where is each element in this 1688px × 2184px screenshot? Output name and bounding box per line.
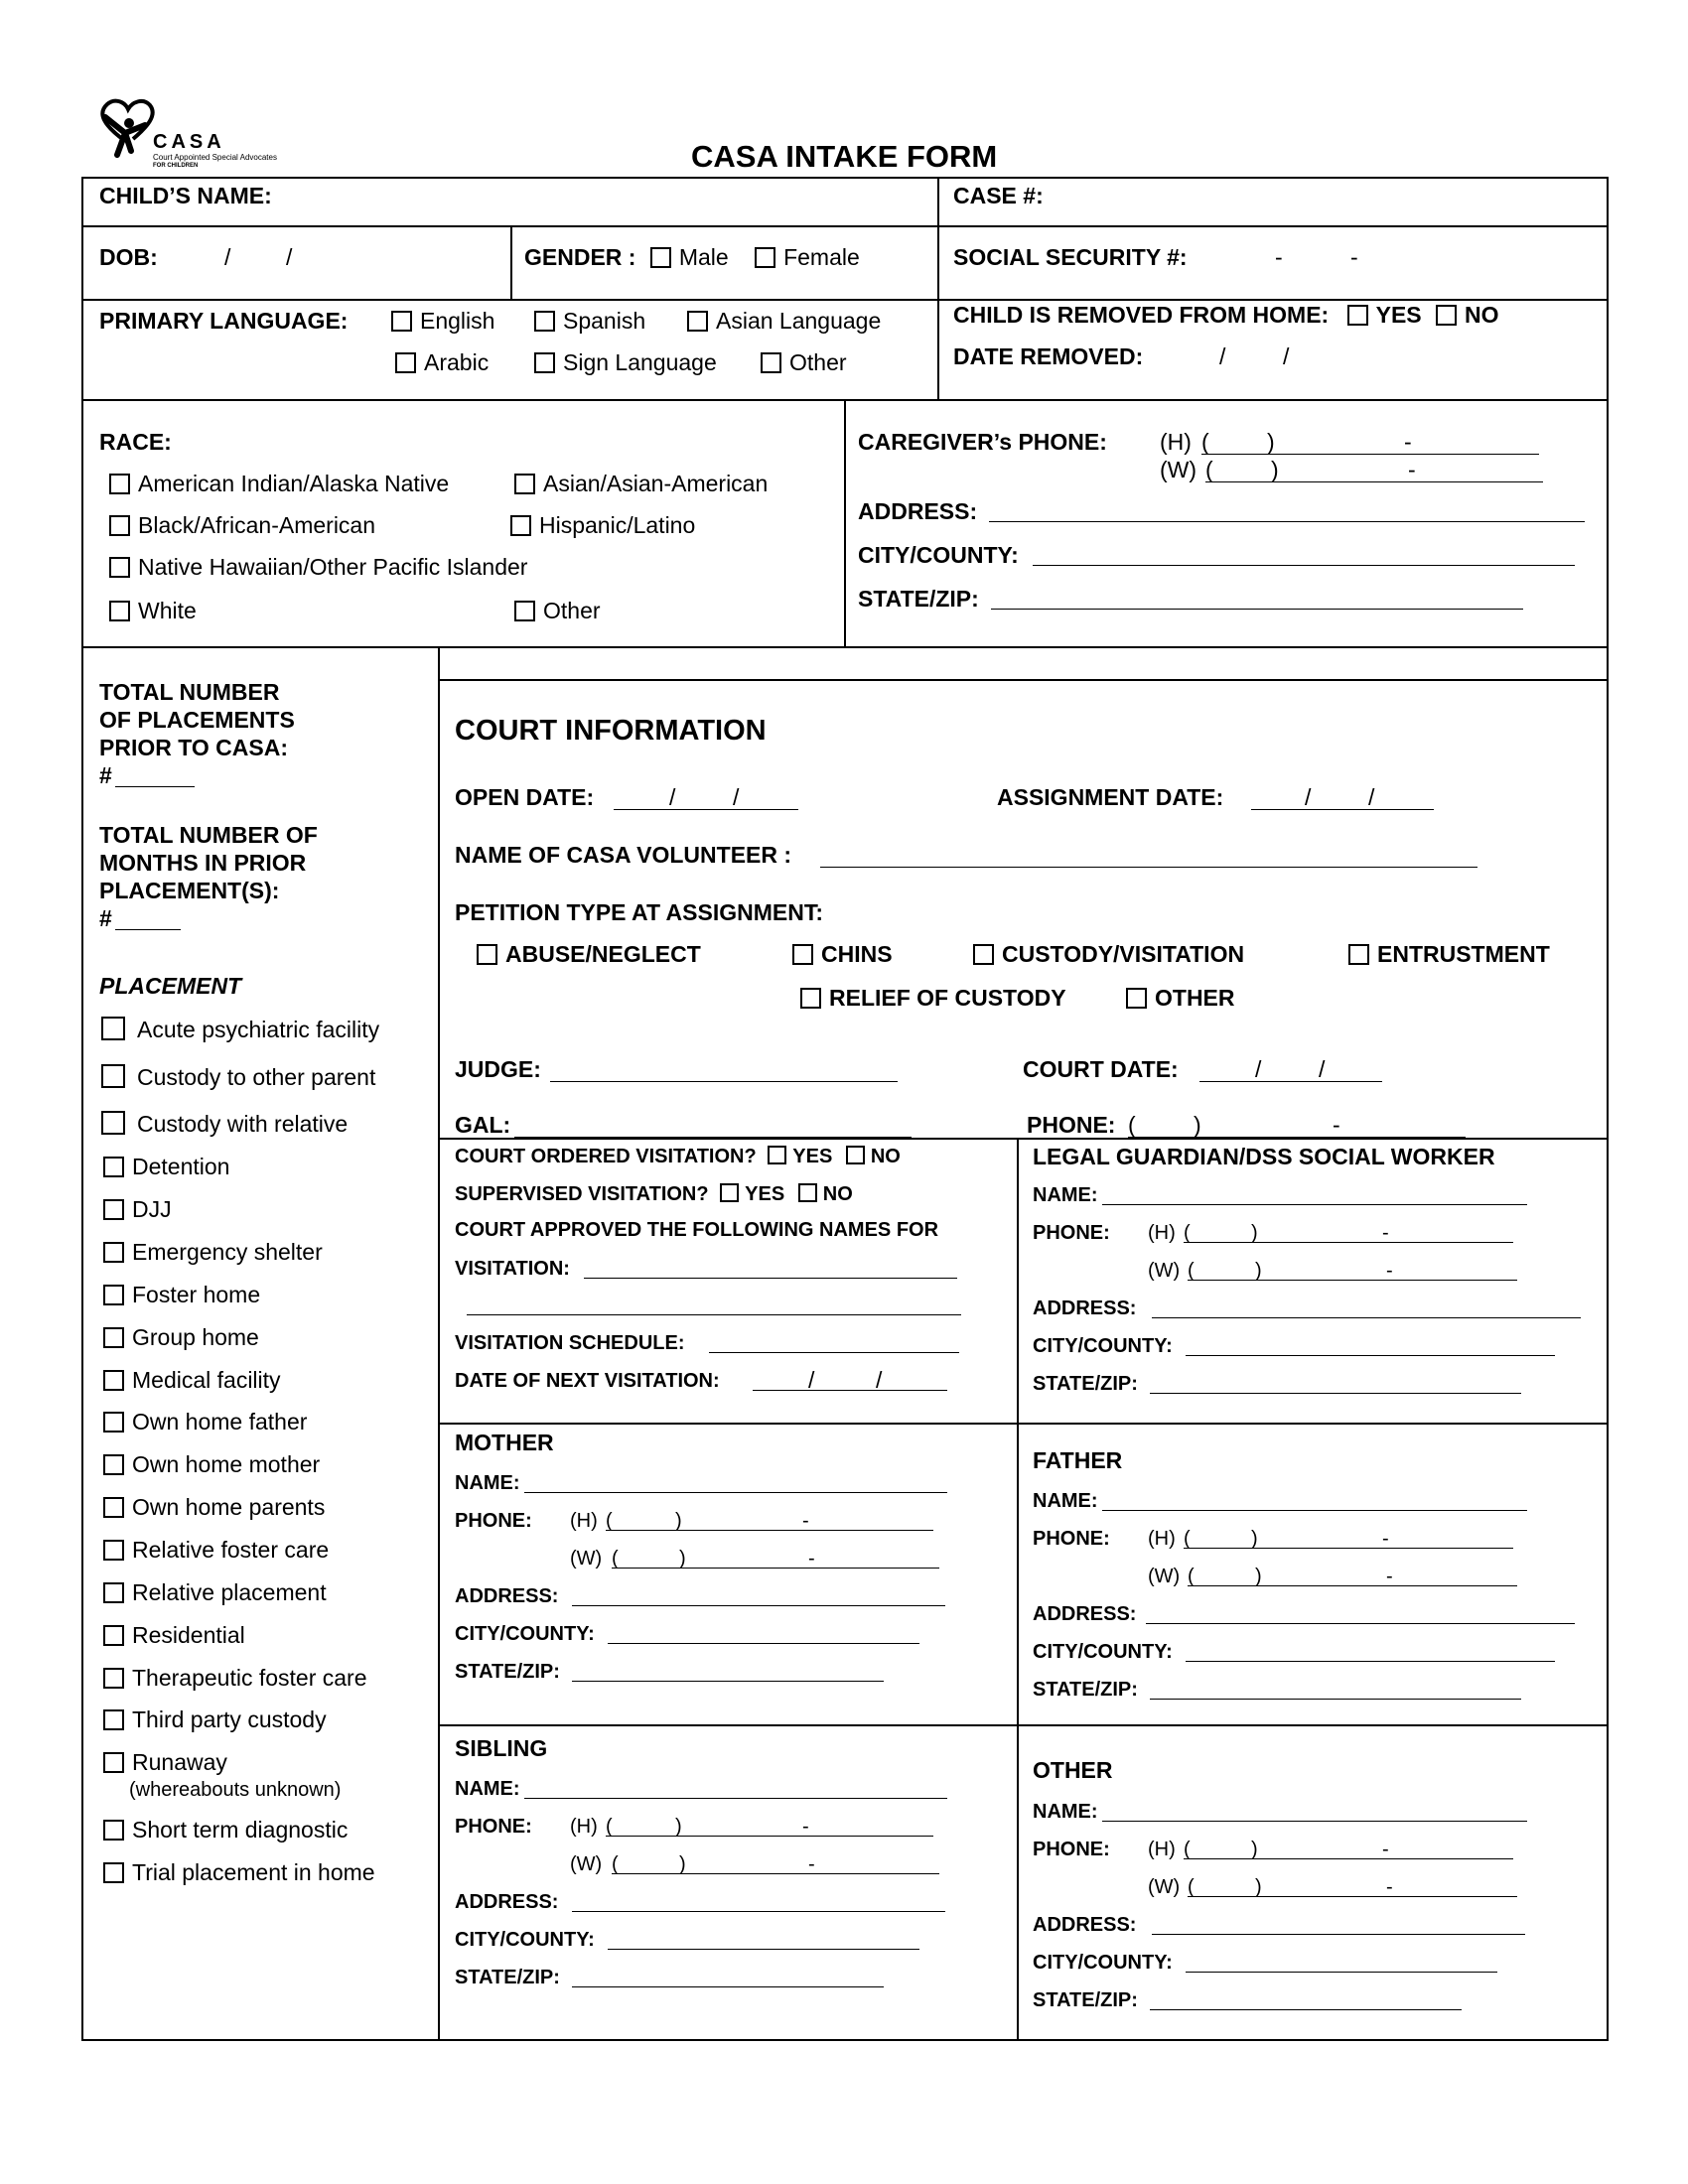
- next-visitation-field[interactable]: [753, 1390, 947, 1391]
- sibling-city-field[interactable]: [608, 1949, 919, 1950]
- caregiver-home-label: (H): [1160, 429, 1192, 455]
- placement-checkbox[interactable]: [103, 1497, 124, 1518]
- total-placements-label: TOTAL NUMBER: [99, 679, 280, 705]
- total-placements-field[interactable]: [115, 786, 195, 787]
- mother-state-field[interactable]: [572, 1681, 884, 1682]
- father-work-phone-field[interactable]: [1188, 1585, 1517, 1586]
- father-heading: FATHER: [1033, 1447, 1123, 1473]
- father-name-field[interactable]: [1102, 1510, 1527, 1511]
- caregiver-address-field[interactable]: [989, 521, 1585, 522]
- placement-checkbox[interactable]: [103, 1285, 124, 1305]
- caregiver-city-field[interactable]: [1033, 565, 1575, 566]
- petition-option: CUSTODY/VISITATION: [973, 943, 1244, 966]
- total-placements-label: PRIOR TO CASA:: [99, 735, 288, 760]
- petition-type-label: PETITION TYPE AT ASSIGNMENT:: [455, 899, 823, 925]
- placement-option: Trial placement in home: [103, 1861, 375, 1884]
- runaway-note: (whereabouts unknown): [129, 1779, 342, 1801]
- placement-checkbox[interactable]: [103, 1540, 124, 1561]
- placement-checkbox[interactable]: [103, 1582, 124, 1603]
- case-number-label: CASE #:: [953, 183, 1044, 208]
- placement-checkbox[interactable]: [103, 1242, 124, 1263]
- petition-option: RELIEF OF CUSTODY: [800, 987, 1066, 1010]
- other-state-field[interactable]: [1150, 2009, 1462, 2010]
- petition-option: ENTRUSTMENT: [1348, 943, 1550, 966]
- legal-guardian-heading: LEGAL GUARDIAN/DSS SOCIAL WORKER: [1033, 1144, 1495, 1169]
- placement-checkbox[interactable]: [103, 1412, 124, 1433]
- removed-no-checkbox[interactable]: [1436, 305, 1457, 326]
- english-checkbox[interactable]: [391, 311, 412, 332]
- female-option: Female: [783, 244, 860, 270]
- court-information-box: [438, 679, 1609, 2041]
- casa-volunteer-label: NAME OF CASA VOLUNTEER :: [455, 842, 792, 868]
- race-option: White: [109, 600, 197, 622]
- placement-checkbox[interactable]: [103, 1752, 124, 1773]
- caregiver-address-label: ADDRESS:: [858, 498, 978, 524]
- asian-language-checkbox[interactable]: [687, 311, 708, 332]
- race-checkbox[interactable]: [514, 601, 535, 621]
- guardian-state-field[interactable]: [1150, 1393, 1521, 1394]
- placement-checkbox[interactable]: [103, 1625, 124, 1646]
- gal-label: GAL:: [455, 1112, 511, 1138]
- father-city-field[interactable]: [1186, 1661, 1555, 1662]
- court-information-heading: COURT INFORMATION: [455, 715, 767, 747]
- placement-option: Medical facility: [103, 1369, 281, 1392]
- total-placements-label: OF PLACEMENTS: [99, 707, 295, 733]
- placement-checkbox[interactable]: [103, 1820, 124, 1841]
- race-option: Asian/Asian-American: [514, 473, 768, 495]
- father-address-field[interactable]: [1146, 1623, 1575, 1624]
- ordered-yes-checkbox[interactable]: [768, 1146, 786, 1164]
- casa-volunteer-field[interactable]: [820, 867, 1477, 868]
- open-date-field[interactable]: [614, 809, 798, 810]
- caregiver-work-label: (W): [1160, 457, 1197, 482]
- other-home-phone-field[interactable]: [1184, 1858, 1513, 1859]
- placement-option: Foster home: [103, 1284, 260, 1306]
- placement-option: Detention: [103, 1156, 229, 1178]
- gal-phone-field[interactable]: [1128, 1137, 1466, 1138]
- language-option: English: [391, 310, 494, 333]
- other-address-field[interactable]: [1152, 1934, 1525, 1935]
- placement-option: Emergency shelter: [103, 1241, 323, 1264]
- placement-checkbox[interactable]: [101, 1017, 125, 1040]
- logo-wordmark: CASA: [153, 131, 225, 153]
- gender-label: GENDER :: [524, 244, 636, 270]
- casa-logo: [95, 95, 294, 173]
- petition-option: ABUSE/NEGLECT: [477, 943, 701, 966]
- father-home-phone-field[interactable]: [1184, 1548, 1513, 1549]
- guardian-name-field[interactable]: [1102, 1204, 1527, 1205]
- visitation-names-field-2[interactable]: [467, 1314, 961, 1315]
- race-option: Other: [514, 600, 601, 622]
- placement-option: Third party custody: [103, 1708, 327, 1731]
- assignment-date-label: ASSIGNMENT DATE:: [997, 784, 1224, 810]
- caregiver-work-phone-field[interactable]: [1205, 481, 1543, 482]
- placement-option: Own home mother: [103, 1453, 320, 1476]
- race-label: RACE:: [99, 429, 172, 455]
- placement-option: Therapeutic foster care: [103, 1667, 367, 1690]
- male-checkbox[interactable]: [650, 247, 671, 268]
- visitation-names-field[interactable]: [584, 1278, 957, 1279]
- language-option: Arabic: [395, 351, 489, 374]
- placement-checkbox[interactable]: [101, 1064, 125, 1088]
- language-option: Sign Language: [534, 351, 717, 374]
- gal-phone-label: PHONE:: [1027, 1112, 1116, 1138]
- placement-option: Relative placement: [103, 1581, 327, 1604]
- court-date-field[interactable]: [1199, 1081, 1382, 1082]
- placement-option: Own home father: [103, 1411, 307, 1433]
- visitation-schedule-field[interactable]: [709, 1352, 959, 1353]
- placement-option: Runaway: [103, 1751, 227, 1774]
- language-option: Asian Language: [687, 310, 881, 333]
- ssn-dash: -: [1275, 244, 1283, 270]
- ssn-dash: -: [1350, 244, 1358, 270]
- total-months-field[interactable]: [115, 929, 181, 930]
- male-option: Male: [678, 244, 729, 270]
- page-title: CASA INTAKE FORM: [691, 139, 998, 174]
- placement-checkbox[interactable]: [103, 1199, 124, 1220]
- logo-tagline: Court Appointed Special Advocates: [153, 153, 277, 162]
- placement-checkbox[interactable]: [103, 1157, 124, 1177]
- other-heading: OTHER: [1033, 1757, 1113, 1783]
- placement-option: Residential: [103, 1624, 245, 1647]
- total-months-label: PLACEMENT(S):: [99, 878, 280, 903]
- placement-option: Group home: [103, 1326, 259, 1349]
- logo-tagline-2: FOR CHILDREN: [153, 163, 199, 169]
- guardian-city-field[interactable]: [1186, 1355, 1555, 1356]
- petition-checkbox[interactable]: [800, 988, 821, 1009]
- gal-field[interactable]: [514, 1137, 912, 1138]
- petition-checkbox[interactable]: [477, 944, 497, 965]
- sibling-work-phone-field[interactable]: [612, 1873, 939, 1874]
- sibling-state-field[interactable]: [572, 1986, 884, 1987]
- guardian-work-phone-field[interactable]: [1188, 1280, 1517, 1281]
- childs-name-label: CHILD’S NAME:: [99, 183, 272, 208]
- petition-checkbox[interactable]: [792, 944, 813, 965]
- mother-work-phone-field[interactable]: [612, 1568, 939, 1569]
- guardian-home-phone-field[interactable]: [1184, 1242, 1513, 1243]
- removed-yes-checkbox[interactable]: [1347, 305, 1368, 326]
- petition-checkbox[interactable]: [1126, 988, 1147, 1009]
- total-months-label: MONTHS IN PRIOR: [99, 850, 307, 876]
- guardian-address-field[interactable]: [1152, 1317, 1581, 1318]
- placement-option: Own home parents: [103, 1496, 325, 1519]
- race-checkbox[interactable]: [109, 515, 130, 536]
- sibling-name-field[interactable]: [524, 1798, 947, 1799]
- placement-option: Short term diagnostic: [103, 1819, 348, 1842]
- next-visitation-label: DATE OF NEXT VISITATION:: [455, 1370, 720, 1392]
- father-state-field[interactable]: [1150, 1699, 1521, 1700]
- court-approved-label: COURT APPROVED THE FOLLOWING NAMES FOR: [455, 1219, 939, 1241]
- placement-option: Custody to other parent: [101, 1064, 375, 1089]
- sign-language-checkbox[interactable]: [534, 352, 555, 373]
- placement-checkbox[interactable]: [103, 1327, 124, 1348]
- placement-checkbox[interactable]: [103, 1454, 124, 1475]
- spanish-checkbox[interactable]: [534, 311, 555, 332]
- total-months-label: TOTAL NUMBER OF: [99, 822, 318, 848]
- placement-heading: PLACEMENT: [99, 973, 242, 999]
- date-removed-label: DATE REMOVED:: [953, 343, 1144, 369]
- open-date-label: OPEN DATE:: [455, 784, 595, 810]
- placement-checkbox[interactable]: [101, 1111, 125, 1135]
- judge-label: JUDGE:: [455, 1056, 541, 1082]
- other-work-phone-field[interactable]: [1188, 1896, 1517, 1897]
- dob-separator: /: [286, 244, 293, 270]
- placement-option: Relative foster care: [103, 1539, 329, 1562]
- visitation-label: VISITATION:: [455, 1258, 570, 1280]
- petition-checkbox[interactable]: [973, 944, 994, 965]
- mother-name-field[interactable]: [524, 1492, 947, 1493]
- race-option: Native Hawaiian/Other Pacific Islander: [109, 556, 527, 579]
- race-option: Hispanic/Latino: [510, 514, 695, 537]
- petition-checkbox[interactable]: [1348, 944, 1369, 965]
- race-checkbox[interactable]: [109, 474, 130, 494]
- removed-from-home: CHILD IS REMOVED FROM HOME: YES NO: [953, 302, 1499, 328]
- mother-address-field[interactable]: [572, 1605, 945, 1606]
- race-checkbox[interactable]: [510, 515, 531, 536]
- primary-language-label: PRIMARY LANGUAGE:: [99, 308, 349, 334]
- supervised-visitation: SUPERVISED VISITATION? YES NO: [455, 1183, 853, 1205]
- placement-checkbox[interactable]: [103, 1370, 124, 1391]
- supervised-yes-checkbox[interactable]: [720, 1183, 739, 1202]
- race-option: Black/African-American: [109, 514, 375, 537]
- mother-home-phone-field[interactable]: [606, 1530, 933, 1531]
- caregiver-home-phone-field[interactable]: [1201, 454, 1539, 455]
- language-option: Other: [761, 351, 847, 374]
- caregiver-city-label: CITY/COUNTY:: [858, 542, 1019, 568]
- mother-city-field[interactable]: [608, 1643, 919, 1644]
- supervised-no-checkbox[interactable]: [798, 1183, 817, 1202]
- placement-option: Custody with relative: [101, 1111, 348, 1136]
- other-name-field[interactable]: [1102, 1821, 1527, 1822]
- petition-option: CHINS: [792, 943, 893, 966]
- caregiver-state-field[interactable]: [991, 609, 1523, 610]
- court-ordered-visitation: COURT ORDERED VISITATION? YES NO: [455, 1146, 901, 1167]
- female-checkbox[interactable]: [755, 247, 775, 268]
- assignment-date-field[interactable]: [1251, 809, 1434, 810]
- arabic-checkbox[interactable]: [395, 352, 416, 373]
- sibling-heading: SIBLING: [455, 1735, 548, 1761]
- other-language-checkbox[interactable]: [761, 352, 781, 373]
- sibling-address-field[interactable]: [572, 1911, 945, 1912]
- petition-option: OTHER: [1126, 987, 1235, 1010]
- sibling-home-phone-field[interactable]: [606, 1836, 933, 1837]
- ordered-no-checkbox[interactable]: [846, 1146, 865, 1164]
- language-option: Spanish: [534, 310, 645, 333]
- caregiver-state-label: STATE/ZIP:: [858, 586, 979, 612]
- placement-option: DJJ: [103, 1198, 172, 1221]
- mother-heading: MOTHER: [455, 1430, 554, 1455]
- judge-field[interactable]: [550, 1081, 898, 1082]
- dob-separator: /: [224, 244, 231, 270]
- race-option: American Indian/Alaska Native: [109, 473, 449, 495]
- placement-checkbox[interactable]: [103, 1668, 124, 1689]
- other-city-field[interactable]: [1186, 1972, 1497, 1973]
- visitation-schedule-label: VISITATION SCHEDULE:: [455, 1332, 685, 1354]
- gender-group: [524, 246, 860, 269]
- placement-checkbox[interactable]: [103, 1862, 124, 1883]
- caregiver-phone-label: CAREGIVER’s PHONE:: [858, 429, 1107, 455]
- court-date-label: COURT DATE:: [1023, 1056, 1179, 1082]
- placement-option: Acute psychiatric facility: [101, 1017, 379, 1041]
- race-checkbox[interactable]: [109, 601, 130, 621]
- race-checkbox[interactable]: [109, 557, 130, 578]
- dob-label: DOB:: [99, 244, 158, 270]
- race-checkbox[interactable]: [514, 474, 535, 494]
- ssn-label: SOCIAL SECURITY #:: [953, 244, 1188, 270]
- placement-checkbox[interactable]: [103, 1709, 124, 1730]
